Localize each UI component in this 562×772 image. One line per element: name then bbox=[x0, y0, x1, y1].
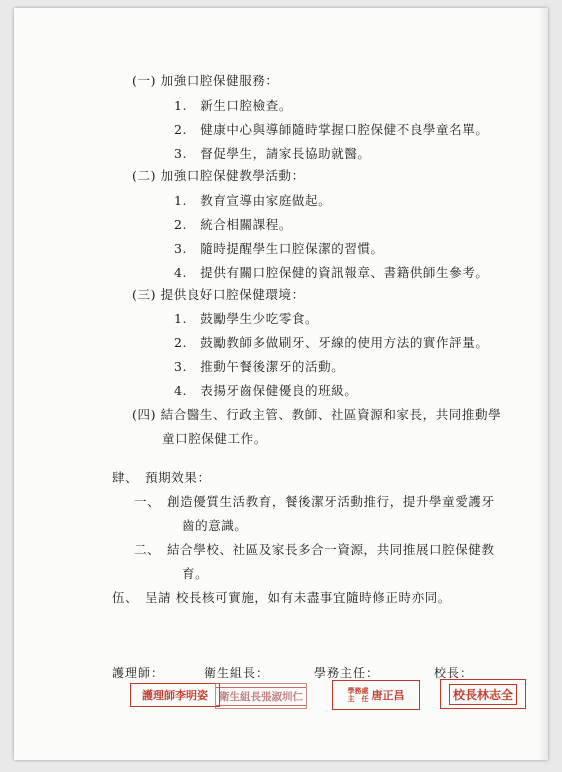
section-3-heading: (三) 提供良好口腔保健環境： bbox=[132, 287, 305, 302]
expected-result-1-continuation: 齒的意識。 bbox=[182, 518, 248, 533]
list-item: 2. 健康中心與導師隨時掌握口腔保健不良學童名單。 bbox=[174, 122, 489, 137]
list-item: 2. 鼓勵教師多做刷牙、牙線的使用方法的實作評量。 bbox=[174, 335, 489, 350]
student-affairs-label: 學務主任： bbox=[314, 666, 380, 680]
affairs-seal-name: 唐正昌 bbox=[371, 689, 405, 702]
list-item: 1. 鼓勵學生少吃零食。 bbox=[174, 311, 319, 326]
list-item: 4. 提供有關口腔保健的資訊報章、書籍供師生參考。 bbox=[174, 265, 489, 280]
nurse-seal-text: 護理師李明姿 bbox=[142, 689, 208, 702]
nurse-seal-stamp bbox=[130, 683, 220, 707]
principal-seal-stamp bbox=[440, 679, 526, 709]
list-item: 3. 推動午餐後潔牙的活動。 bbox=[174, 359, 345, 374]
health-leader-seal-stamp bbox=[215, 683, 307, 709]
expected-result-2-continuation: 育。 bbox=[182, 566, 209, 581]
expected-result-2: 二、 結合學校、社區及家長多合一資源，共同推展口腔保健教 bbox=[134, 542, 495, 557]
nurse-label: 護理師： bbox=[112, 666, 165, 680]
section-4-heading: (四) 結合醫生、行政主管、教師、社區資源和家長，共同推動學 bbox=[132, 407, 502, 422]
approval-statement: 伍、 呈請 校長核可實施，如有未盡事宜隨時修正時亦同。 bbox=[112, 590, 451, 605]
principal-seal-text: 校長林志全 bbox=[449, 684, 517, 705]
list-item: 3. 隨時提醒學生口腔保潔的習慣。 bbox=[174, 241, 384, 256]
list-item: 1. 新生口腔檢查。 bbox=[174, 98, 292, 113]
health-leader-label: 衛生組長： bbox=[204, 666, 270, 680]
principal-label: 校長： bbox=[434, 666, 474, 680]
list-item: 3. 督促學生，請家長協助就醫。 bbox=[174, 146, 371, 161]
section-1-heading: (一) 加強口腔保健服務： bbox=[132, 73, 279, 88]
student-affairs-seal-stamp bbox=[332, 680, 420, 710]
affairs-seal-title: 主 任 bbox=[347, 695, 369, 703]
section-2-heading: (二) 加強口腔保健教學活動： bbox=[132, 168, 305, 183]
health-leader-seal-text: 衛生組長張淑圳仁 bbox=[215, 687, 307, 706]
list-item: 1. 教育宣導由家庭做起。 bbox=[174, 193, 332, 208]
affairs-seal-office: 學務處 bbox=[347, 687, 369, 695]
section-4-continuation: 童口腔保健工作。 bbox=[162, 431, 267, 446]
document-page bbox=[14, 8, 548, 760]
expected-results-heading: 肆、 預期效果： bbox=[112, 470, 211, 485]
list-item: 2. 統合相關課程。 bbox=[174, 217, 292, 232]
list-item: 4. 表揚牙齒保健優良的班級。 bbox=[174, 383, 358, 398]
expected-result-1: 一、 創造優質生活教育，餐後潔牙活動推行，提升學童愛護牙 bbox=[134, 494, 495, 509]
page-edge-shadow bbox=[538, 8, 548, 760]
